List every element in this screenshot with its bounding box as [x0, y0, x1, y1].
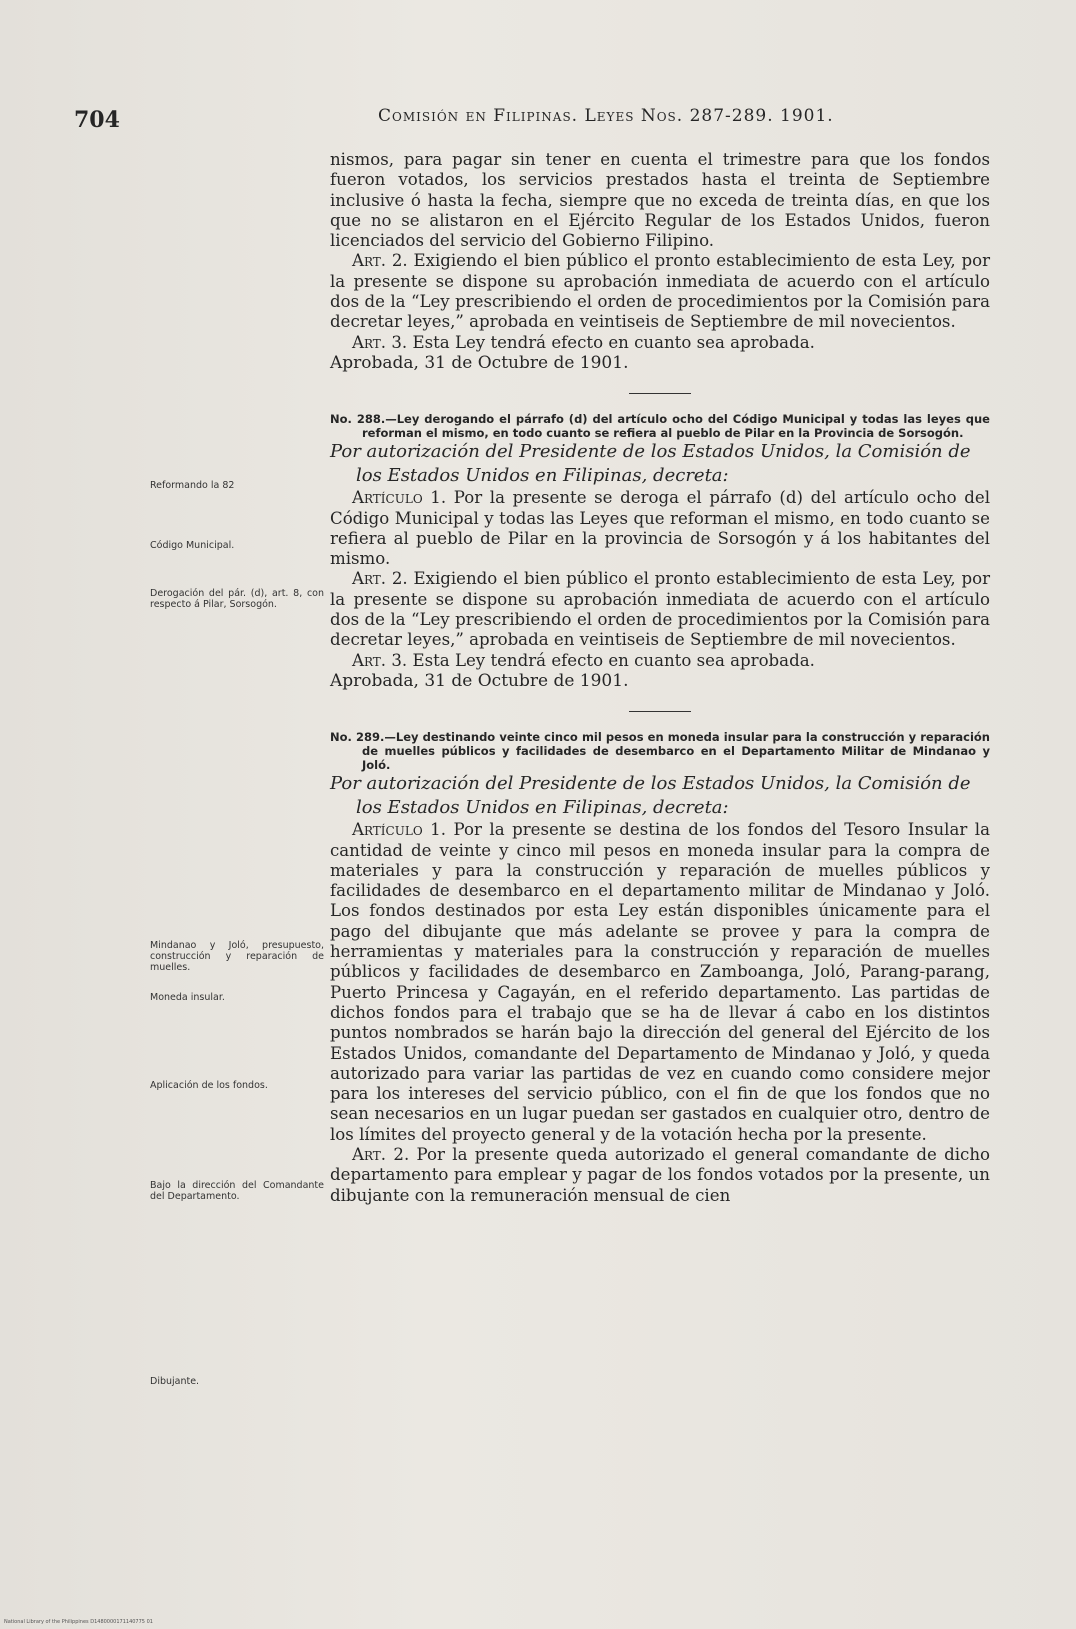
margin-note-derogacion: Derogación del pár. (d), art. 8, con respecto á Pilar, Sorsogón.: [150, 588, 324, 610]
page-body: [330, 150, 990, 1206]
law-288-art-1: [330, 488, 990, 569]
margin-note-mindanao-jolo: Mindanao y Joló, presupuesto, construcción y reparación de muelles.: [150, 940, 324, 973]
article-text: Esta Ley tendrá efecto en cuanto sea aprobada.: [412, 332, 815, 352]
article-text: Por la presente queda autorizado el general comandante de dicho departamento para emplear y pagar de los fondos votados por la presente, un dibujante con la remuneración mensual de cien: [330, 1144, 991, 1205]
article-label: Art. 3.: [352, 650, 408, 670]
article-label: Art. 2.: [352, 1144, 410, 1164]
margin-note-codigo-municipal: Código Municipal.: [150, 540, 235, 551]
scan-footer: National Library of the Philippines D1480000171140775 01: [4, 1619, 153, 1625]
article-text: Exigiendo el bien público el pronto establecimiento de esta Ley, por la presente se dispone su aprobación inmediata de acuerdo con el artículo dos de la “Ley prescribiendo el orden de procedimientos por la Comisión para decretar leyes,” aprobada en veintiseis de Septiembre de mil novecientos.: [330, 251, 990, 332]
margin-note-dibujante: Dibujante.: [150, 1376, 200, 1387]
law-289-art-2: [330, 1145, 990, 1206]
article-label: Art. 2.: [352, 251, 408, 271]
article-text: Esta Ley tendrá efecto en cuanto sea aprobada.: [412, 650, 815, 670]
margin-note-reformando: Reformando la 82: [150, 480, 235, 491]
law-288-art-3: [330, 651, 990, 671]
article-text: Por la presente se destina de los fondos del Tesoro Insular la cantidad de veinte y cinco mil pesos en moneda insular para la compra de materiales y para la construcción y reparación de muelles públicos y facilidades de desembarco en el departamento militar de Mindanao y Joló. Los fondos destinados por esta Ley están disponibles únicamente para el pago del dibujante que más adelante se provee y para la compra de herramientas y materiales para la construcción y reparación de muelles públicos y facilidades de desembarco en Zamboanga, Joló, Parang-parang, Puerto Princesa y Cagayán, en el referido departamento. Las partidas de dichos fondos para el trabajo que se ha de llevar á cabo en los distintos puntos nombrados se harán bajo la dirección del general del Ejército de los Estados Unidos, comandante del Departamento de Mindanao y Joló, y queda autorizado para variar las partidas de vez en cuando como considere mejor para los intereses del servicio público, con el fin de que los fondos que no sean necesarios en un lugar puedan ser gastados en cualquier otro, dentro de los límites del proyecto general y de la votación hecha por la presente.: [330, 820, 990, 1144]
margin-note-bajo-direccion: Bajo la dirección del Comandante del Departamento.: [150, 1180, 324, 1202]
article-label: Artículo 1.: [352, 488, 447, 508]
law-289-heading: No. 289.—Ley destinando veinte cinco mil pesos en moneda insular para la construcción y reparación de muelles públicos y facilidades de desembarco en el Departamento Militar de Mindanao y Joló.: [330, 730, 990, 773]
law-288-approved: Aprobada, 31 de Octubre de 1901.: [330, 670, 629, 691]
section-divider: [629, 393, 691, 394]
law-288-art-2: [330, 569, 990, 650]
law-287-art-3: [330, 333, 990, 353]
law-289-art-1: [330, 820, 990, 1145]
article-label: Art. 2.: [352, 569, 408, 589]
article-text: Por la presente se deroga el párrafo (d) del artículo ocho del Código Municipal y todas las Leyes que reforman el mismo, en todo cuanto se refiera al pueblo de Pilar en la provincia de Sorsogón y á los habitantes del mismo.: [330, 488, 991, 569]
margin-note-aplicacion-fondos: Aplicación de los fondos.: [150, 1080, 268, 1091]
article-label: Art. 3.: [352, 332, 408, 352]
article-text: Exigiendo el bien público el pronto establecimiento de esta Ley, por la presente se dispone su aprobación inmediata de acuerdo con el artículo dos de la “Ley prescribiendo el orden de procedimientos por la Comisión para decretar leyes,” aprobada en veintiseis de Septiembre de mil novecientos.: [330, 569, 990, 650]
law-287-art-2: [330, 251, 990, 332]
article-label: Artículo 1.: [352, 820, 446, 840]
law-288-enacting-clause: Por autorización del Presidente de los Estados Unidos, la Comisión de los Estados Unidos en Filipinas, decreta:: [330, 441, 971, 487]
margin-note-moneda-insular: Moneda insular.: [150, 992, 225, 1003]
section-divider: [629, 711, 691, 712]
page-number: 704: [74, 107, 120, 133]
law-287-continuation: nismos, para pagar sin tener en cuenta el trimestre para que los fondos fueron votados, los servicios prestados hasta el treinta de Septiembre inclusive ó hasta la fecha, siempre que no exceda de treinta días, en que los que no se alistaron en el Ejército Regular de los Estados Unidos, fueron licenciados del servicio del Gobierno Filipino.: [330, 150, 990, 251]
law-289-enacting-clause: Por autorización del Presidente de los Estados Unidos, la Comisión de los Estados Unidos en Filipinas, decreta:: [330, 773, 971, 819]
running-head: Comisión en Filipinas. Leyes Nos. 287-289. 1901.: [378, 106, 834, 126]
law-287-approved: Aprobada, 31 de Octubre de 1901.: [330, 352, 629, 373]
law-288-heading: No. 288.—Ley derogando el párrafo (d) del artículo ocho del Código Municipal y todas las leyes que reforman el mismo, en todo cuanto se refiera al pueblo de Pilar en la Provincia de Sorsogón.: [330, 412, 990, 441]
